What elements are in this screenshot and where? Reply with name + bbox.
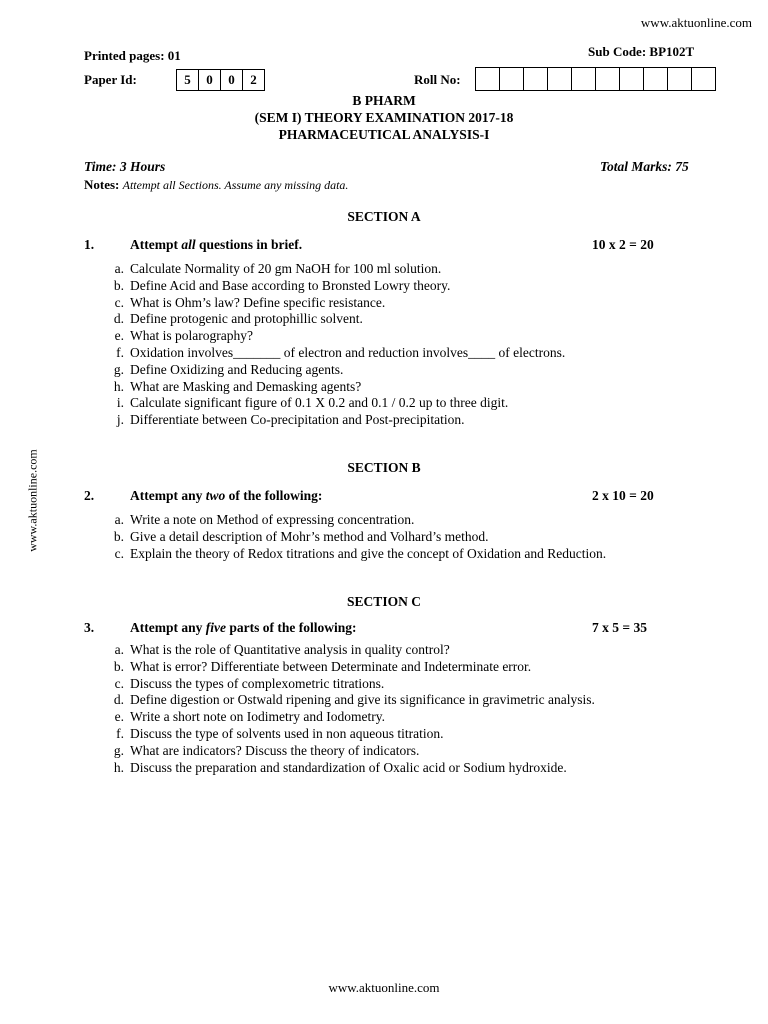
list-item [99, 345, 739, 362]
list-item [99, 379, 739, 396]
list-item [99, 395, 739, 412]
list-item [99, 709, 739, 726]
roll-no-box[interactable] [572, 68, 596, 90]
list-item [99, 311, 739, 328]
item-text: Write a short note on Iodimetry and Iodometry. [130, 709, 386, 725]
paper-id-digit: 0 [199, 70, 221, 90]
paper-id-digit: 5 [177, 70, 199, 90]
question-text: Attempt any [130, 488, 206, 503]
item-text: What is the role of Quantitative analysis in quality control? [130, 642, 450, 657]
question-text: questions in brief. [195, 237, 303, 252]
list-item [99, 412, 739, 429]
section-c-title: SECTION C [347, 594, 421, 609]
question-instruction [130, 237, 302, 253]
item-text: Define digestion or Ostwald ripening and give its significance in gravimetric analysis. [130, 692, 595, 708]
item-label: b. [113, 658, 124, 674]
item-text: Define Oxidizing and Reducing agents. [130, 361, 344, 377]
item-label: c. [114, 545, 124, 561]
list-item [99, 726, 739, 743]
item-label: a. [114, 512, 124, 527]
paper-id-digit: 0 [221, 70, 243, 90]
question-marks: 2 x 10 = 20 [592, 488, 654, 503]
item-text: Differentiate between Co-precipitation and Post-precipitation. [130, 412, 465, 428]
item-label: d. [113, 692, 124, 708]
roll-no-boxes[interactable] [475, 67, 716, 91]
section-b-list [99, 512, 739, 562]
printed-pages: Printed pages: 01 [84, 48, 181, 63]
paper-id-boxes [176, 69, 265, 91]
item-label: e. [114, 709, 124, 725]
question-emphasis: all [181, 237, 196, 252]
item-text: Discuss the type of solvents used in non aqueous titration. [130, 725, 444, 741]
total-marks: Total Marks: 75 [600, 159, 689, 174]
item-label: d. [113, 311, 124, 327]
item-text: Oxidation involves_______ of electron and reduction involves____ of electrons. [130, 344, 566, 360]
list-item [99, 659, 739, 676]
item-text: Define Acid and Base according to Bronsted Lowry theory. [130, 277, 451, 293]
item-label: f. [116, 344, 124, 360]
item-label: c. [114, 294, 124, 310]
notes [84, 177, 348, 193]
list-item [99, 642, 739, 659]
website-url-bottom: www.aktuonline.com [328, 980, 440, 995]
item-text: What is error? Differentiate between Determinate and Indeterminate error. [130, 658, 532, 674]
question-emphasis: five [205, 620, 226, 635]
exam-title-line: (SEM I) THEORY EXAMINATION 2017-18 [254, 110, 514, 125]
list-item [99, 743, 739, 760]
roll-no-box[interactable] [620, 68, 644, 90]
list-item [99, 676, 739, 693]
question-number: 1. [84, 237, 95, 252]
roll-no-box[interactable] [692, 68, 715, 90]
item-label: j. [116, 412, 124, 428]
item-label: a. [114, 642, 124, 657]
section-b-title: SECTION B [347, 460, 421, 475]
item-label: g. [113, 742, 124, 758]
roll-no-box[interactable] [596, 68, 620, 90]
section-a-title: SECTION A [347, 209, 421, 224]
question-text: Attempt any [130, 620, 206, 635]
question-instruction [130, 620, 356, 636]
item-label: f. [116, 725, 124, 741]
item-label: c. [114, 675, 124, 691]
item-text: What is Ohm’s law? Define specific resistance. [130, 294, 386, 310]
question-marks: 7 x 5 = 35 [592, 620, 647, 635]
list-item [99, 261, 739, 278]
list-item [99, 278, 739, 295]
list-item [99, 760, 739, 777]
list-item [99, 692, 739, 709]
roll-no-box[interactable] [548, 68, 572, 90]
website-url-side: www.aktuonline.com [25, 449, 40, 552]
section-c-list [99, 642, 739, 776]
exam-time: Time: 3 Hours [84, 159, 166, 174]
question-marks: 10 x 2 = 20 [592, 237, 654, 252]
notes-label: Notes: [84, 177, 120, 192]
item-label: b. [113, 528, 124, 544]
roll-no-box[interactable] [644, 68, 668, 90]
item-text: Calculate Normality of 20 gm NaOH for 100 ml solution. [130, 261, 442, 276]
sub-code: Sub Code: BP102T [588, 44, 695, 59]
item-label: g. [113, 361, 124, 377]
item-text: Discuss the preparation and standardization of Oxalic acid or Sodium hydroxide. [130, 759, 567, 775]
list-item [99, 328, 739, 345]
question-number: 3. [84, 620, 95, 635]
item-text: Define protogenic and protophillic solvent. [130, 311, 363, 327]
item-label: a. [114, 261, 124, 276]
roll-no-box[interactable] [500, 68, 524, 90]
exam-title-line: B PHARM [352, 93, 416, 108]
item-label: h. [113, 378, 124, 394]
roll-no-box[interactable] [524, 68, 548, 90]
question-text: of the following: [225, 488, 323, 503]
paper-id-digit: 2 [250, 72, 257, 87]
item-label: i. [116, 395, 124, 411]
notes-text: Attempt all Sections. Assume any missing data. [122, 178, 349, 192]
question-emphasis: two [205, 488, 226, 503]
list-item [99, 295, 739, 312]
section-a-list [99, 261, 739, 429]
item-text: What are Masking and Demasking agents? [130, 378, 362, 394]
item-text: Give a detail description of Mohr’s method and Volhard’s method. [130, 528, 489, 544]
list-item [99, 362, 739, 379]
roll-no-box[interactable] [668, 68, 692, 90]
website-url-top: www.aktuonline.com [640, 15, 752, 30]
list-item [99, 546, 739, 563]
item-label: e. [114, 328, 124, 344]
item-label: b. [113, 277, 124, 293]
question-text: parts of the following: [225, 620, 357, 635]
list-item [99, 512, 739, 529]
item-text: Calculate significant figure of 0.1 X 0.2 and 0.1 / 0.2 up to three digit. [130, 395, 509, 411]
roll-no-box[interactable] [476, 68, 500, 90]
item-text: What are indicators? Discuss the theory of indicators. [130, 742, 420, 758]
question-text: Attempt [130, 237, 182, 252]
item-text: Write a note on Method of expressing concentration. [130, 512, 415, 527]
item-text: What is polarography? [130, 328, 253, 344]
list-item [99, 529, 739, 546]
question-instruction [130, 488, 322, 504]
paper-id-label: Paper Id: [84, 72, 137, 87]
question-number: 2. [84, 488, 95, 503]
item-label: h. [113, 759, 124, 775]
exam-title-line: PHARMACEUTICAL ANALYSIS-I [278, 127, 490, 142]
roll-no-label: Roll No: [414, 72, 461, 87]
item-text: Discuss the types of complexometric titrations. [130, 675, 385, 691]
item-text: Explain the theory of Redox titrations and give the concept of Oxidation and Reduction. [130, 545, 607, 561]
